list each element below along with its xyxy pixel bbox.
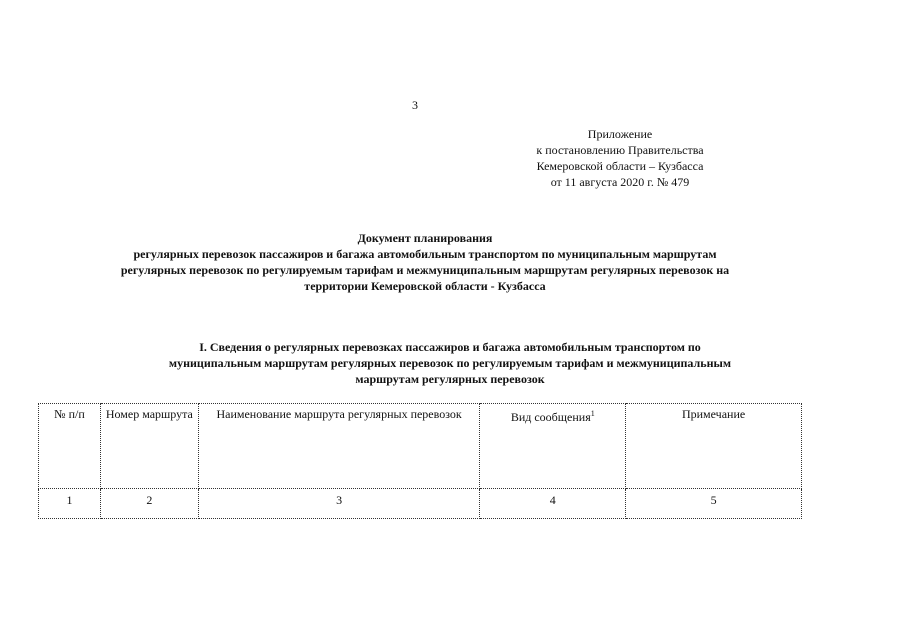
document-title-line-4: территории Кемеровской области - Кузбасса	[304, 279, 546, 293]
page-number: 3	[412, 98, 418, 112]
section-title	[40, 339, 860, 387]
header-cell-note: Примечание	[626, 404, 802, 489]
table-cell: 2	[100, 489, 198, 519]
section-title-line-2: муниципальным маршрутам регулярных перевозок по регулируемым тарифам и межмуниципальным	[168, 356, 732, 370]
header-cell-number: № п/п	[39, 404, 101, 489]
footnote-marker: 1	[590, 409, 595, 418]
header-cell-route-number: Номер маршрута	[100, 404, 198, 489]
table-header-row	[39, 404, 802, 489]
appendix-line-3: Кемеровской области – Кузбасса	[536, 159, 704, 173]
table-cell: 1	[39, 489, 101, 519]
document-title	[20, 230, 830, 294]
header-cell-connection-type-label: Вид сообщения	[510, 410, 591, 424]
table-row	[39, 489, 802, 519]
table-cell: 5	[626, 489, 802, 519]
appendix-block	[490, 126, 750, 190]
routes-table	[38, 403, 802, 519]
table-cell: 4	[480, 489, 626, 519]
header-cell-route-name: Наименование маршрута регулярных перевозок	[198, 404, 480, 489]
appendix-line-2: к постановлению Правительства	[536, 143, 704, 157]
table-cell: 3	[198, 489, 480, 519]
section-title-line-1: I. Сведения о регулярных перевозках пассажиров и багажа автомобильным транспортом по	[199, 340, 701, 354]
document-title-line-1: Документ планирования	[357, 231, 493, 245]
section-title-line-3: маршрутам регулярных перевозок	[355, 372, 545, 386]
appendix-line-1: Приложение	[587, 127, 653, 141]
document-title-line-3: регулярных перевозок по регулируемым тарифам и межмуниципальным маршрутам регулярных перевозок на	[120, 263, 730, 277]
document-title-line-2: регулярных перевозок пассажиров и багажа автомобильным транспортом по муниципальным маршрутам	[133, 247, 717, 261]
header-cell-connection-type	[480, 404, 626, 489]
appendix-line-4: от 11 августа 2020 г. № 479	[550, 175, 690, 189]
